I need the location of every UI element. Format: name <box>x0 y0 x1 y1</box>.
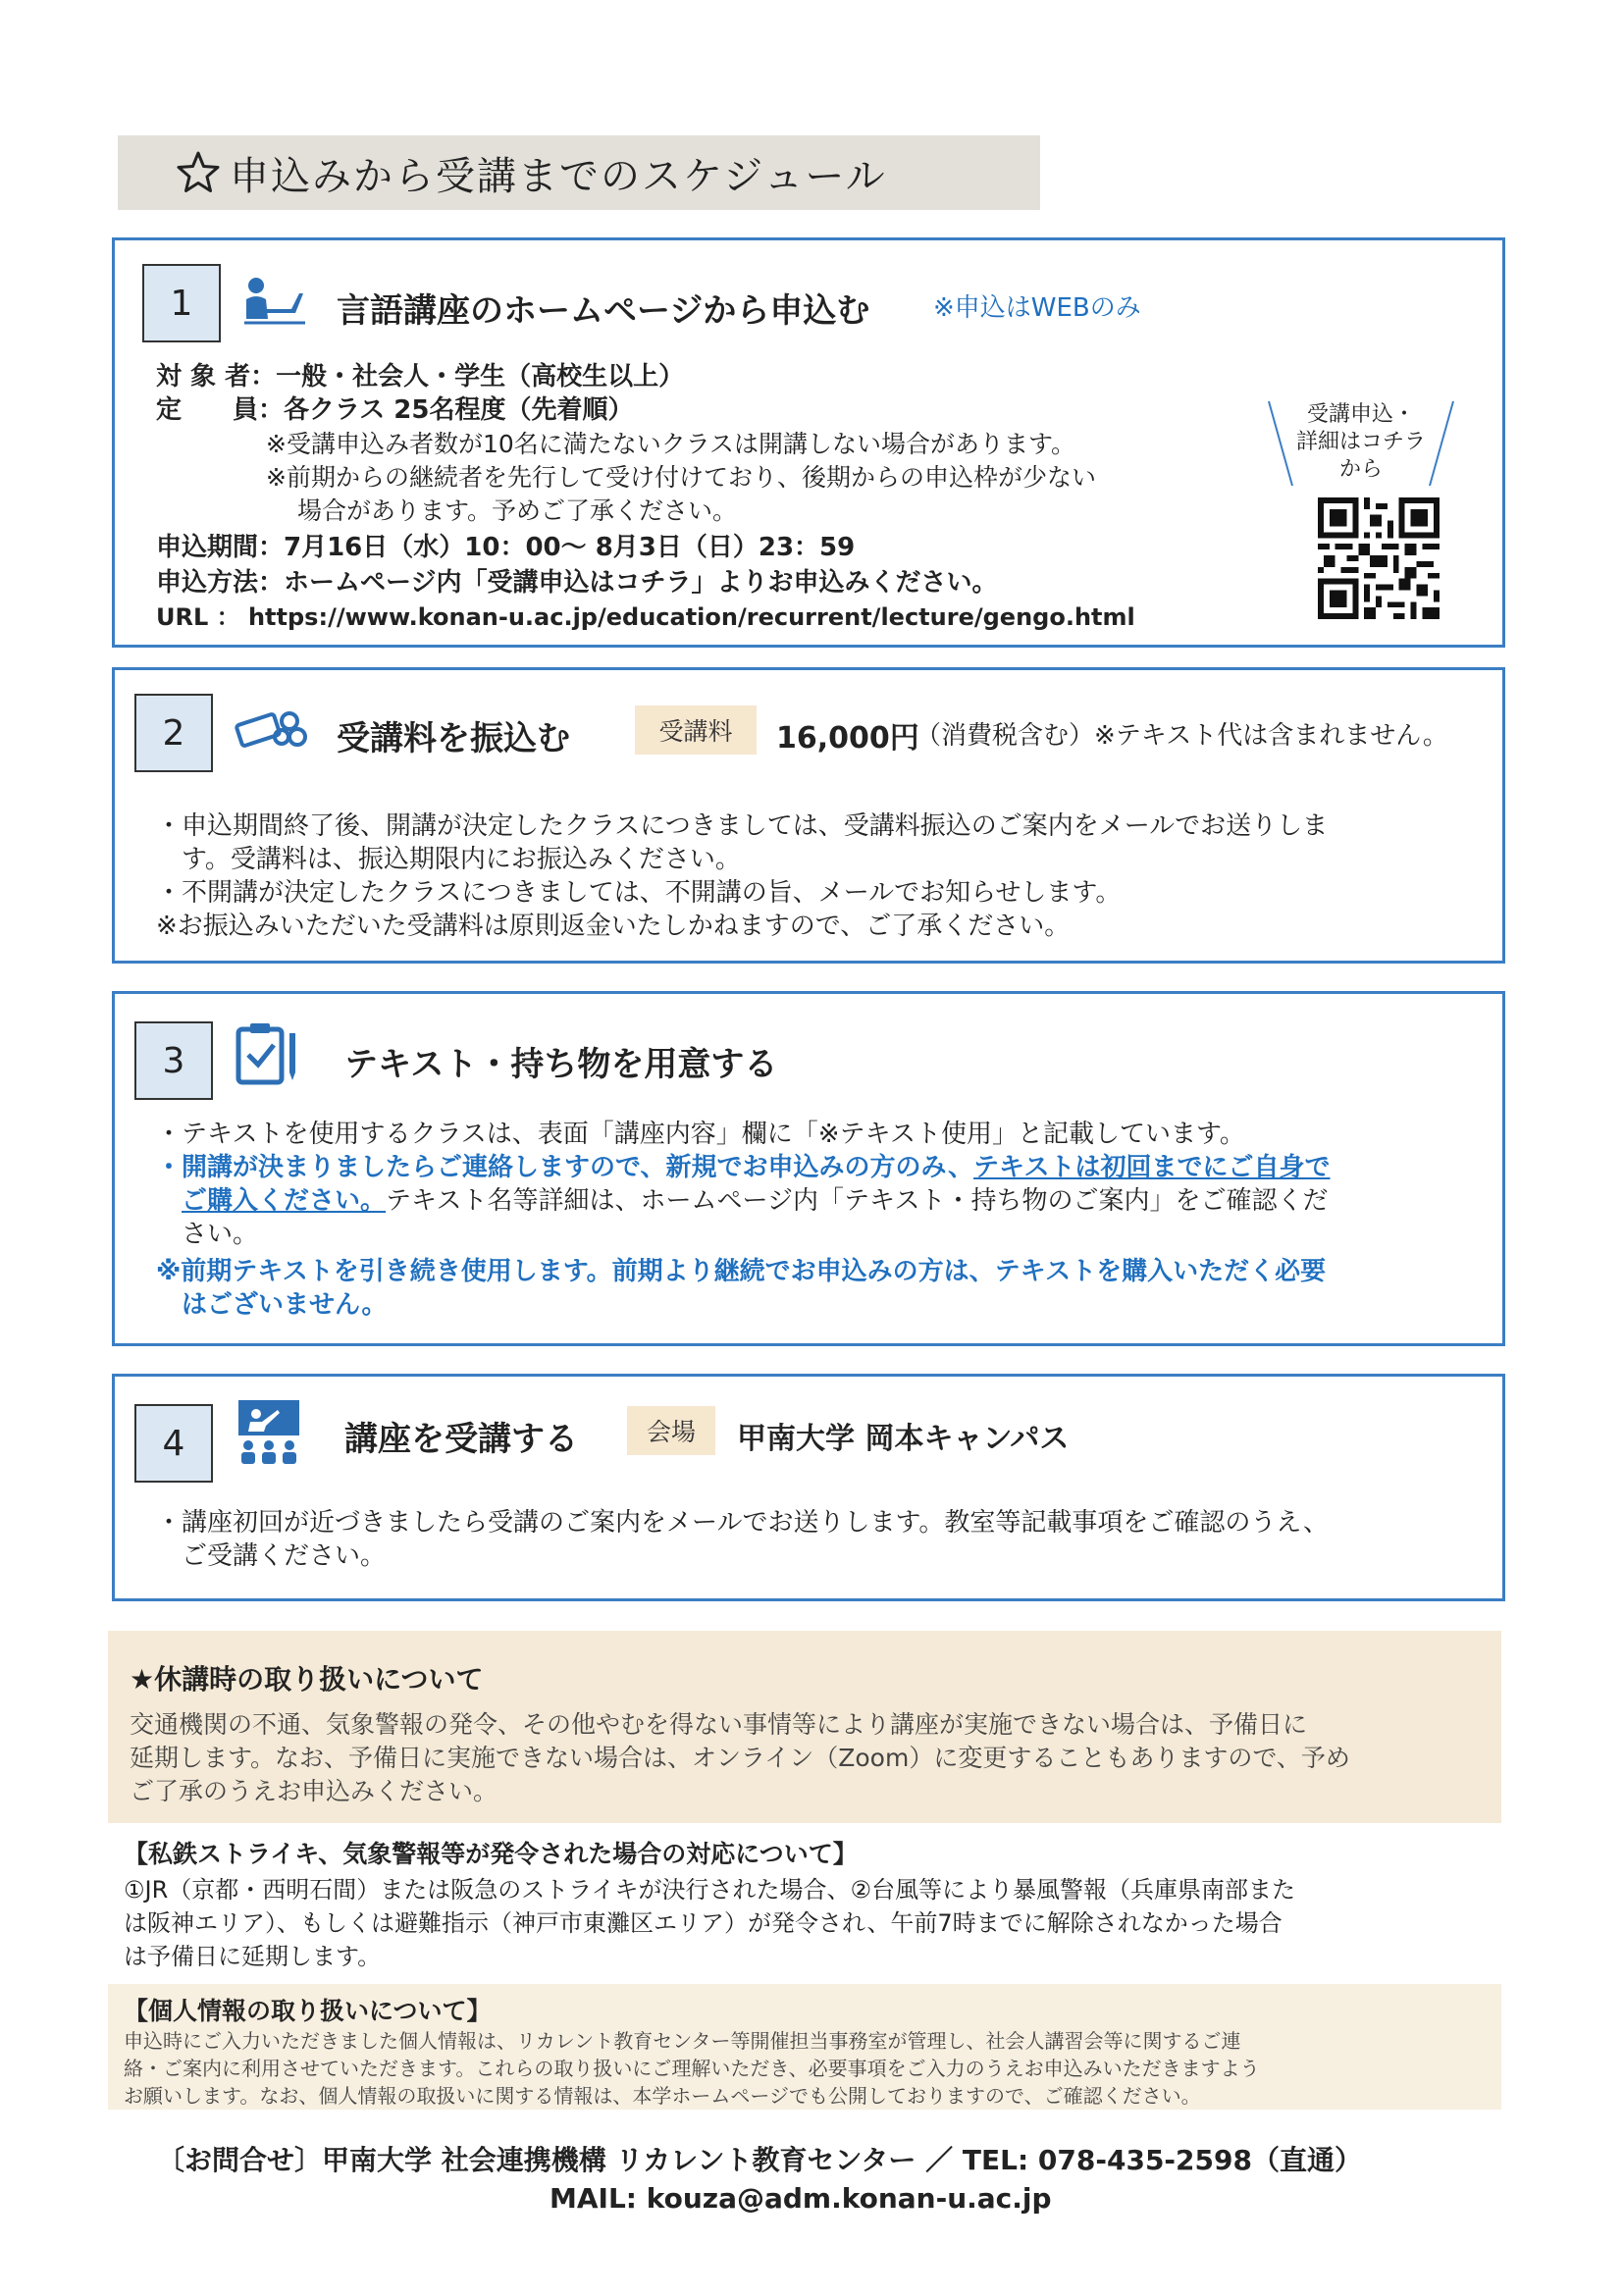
step-heading: 言語講座のホームページから申込む <box>337 291 870 331</box>
classroom-lecture-icon <box>236 1396 305 1469</box>
strike-notice <box>108 1835 1501 1972</box>
bullet-line: す。受講料は、振込期限内にお振込みください。 <box>182 845 741 874</box>
continuing-note: はございません。 <box>182 1290 388 1320</box>
web-only-note: ※申込はWEBのみ <box>933 293 1141 323</box>
notice-line: お願いします。なお、個人情報の取扱いに関する情報は、本学ホームページでも公開しておりますので、ご確認ください。 <box>124 2084 1201 2108</box>
method-line: 申込方法：ホームページ内「受講申込はコチラ」よりお申込みください。 <box>156 568 998 598</box>
step-heading: 講座を受講する <box>344 1420 578 1459</box>
fee-amount: 16,000円 <box>776 721 919 756</box>
notice-line: は予備日に延期します。 <box>124 1943 382 1970</box>
step-number: 3 <box>134 1021 213 1100</box>
notice-line: 絡・ご案内に利用させていただきます。これらの取り扱いにご理解いただき、必要事項をご入力のうえお申込みいただきますよう <box>124 2057 1260 2080</box>
bullet-line: ・講座初回が近づきましたら受講のご案内をメールでお送りします。教室等記載事項をご確認のうえ、 <box>156 1508 1329 1538</box>
notice-title: 【私鉄ストライキ、気象警報等が発令された場合の対応について】 <box>124 1840 858 1868</box>
emphasis-underline: テキストは初回までにご自身で <box>973 1153 1331 1182</box>
page-title: 申込みから受講までのスケジュール <box>230 153 887 199</box>
bullet-line: ご受講ください。 <box>182 1541 387 1571</box>
notice-line: 申込時にご入力いただきました個人情報は、リカレント教育センター等開催担当事務室が管理し、社会人講習会等に関するご連 <box>124 2029 1241 2053</box>
detail-text: テキスト名等詳細は、ホームページ内「テキスト・持ち物のご案内」をご確認くだ <box>386 1186 1329 1216</box>
bullet-line: ・テキストを使用するクラスは、表面「講座内容」欄に「※テキスト使用」と記載しています。 <box>156 1120 1245 1149</box>
step-3-box <box>112 991 1505 1346</box>
notice-line: 延期します。なお、予備日に実施できない場合は、オンライン（Zoom）に変更することもありますので、予め <box>130 1744 1350 1772</box>
url-link[interactable]: URL ： https://www.konan-u.ac.jp/education/recurrent/lecture/gengo.html <box>156 603 1135 631</box>
notice-line: は阪神エリア）、もしくは避難指示（神戸市東灘区エリア）が発令され、午前7時までに解除されなかった場合 <box>124 1909 1283 1937</box>
bullet-line: ※お振込みいただいた受講料は原則返金いたしかねますので、ご了承ください。 <box>156 912 1071 941</box>
notice-line: ご了承のうえお申込みください。 <box>130 1777 498 1805</box>
money-transfer-icon <box>233 705 311 755</box>
step-4-box <box>112 1374 1505 1601</box>
capacity-line: 定 員：各クラス 25名程度（先着順） <box>156 395 634 425</box>
notice-line: 交通機関の不通、気象警報の発令、その他やむを得ない事情等により講座が実施できない場合は、予備日に <box>130 1710 1308 1739</box>
emphasis-text: ・開講が決まりましたらご連絡しますので、新規でお申込みの方のみ、 <box>156 1153 974 1182</box>
venue-name: 甲南大学 岡本キャンパス <box>737 1422 1070 1456</box>
fee-tag: 受講料 <box>635 705 757 755</box>
fee-note: （消費税含む）※テキスト代は含まれません。 <box>916 721 1448 751</box>
step-number: 2 <box>134 694 213 772</box>
target-line: 対 象 者：一般・社会人・学生（高校生以上） <box>156 362 685 391</box>
qr-code[interactable] <box>1318 497 1440 619</box>
notice-title: ★休講時の取り扱いについて <box>130 1663 484 1696</box>
bullet-line-emphasis <box>156 1147 1331 1183</box>
note-line: ※受講申込み者数が10名に満たないクラスは開講しない場合があります。 <box>266 430 1076 458</box>
step-2-box <box>112 667 1505 964</box>
step-1-box <box>112 237 1505 648</box>
person-computer-icon <box>242 274 311 333</box>
step-number: 1 <box>142 264 221 342</box>
bullet-line: ・申込期間終了後、開講が決定したクラスにつきましては、受講料振込のご案内をメールでお送りしま <box>156 811 1329 841</box>
note-line: ※前期からの継続者を先行して受け付けており、後期からの申込枠が少ない <box>266 463 1096 492</box>
contact-phone: 〔お問合せ〕甲南大学 社会連携機構 リカレント教育センター ／ TEL: 078-435-2598（直通） <box>157 2144 1362 2176</box>
qr-caption: から <box>1338 457 1383 482</box>
schedule-title-bar <box>118 135 1040 210</box>
step-heading: テキスト・持ち物を用意する <box>344 1045 778 1084</box>
privacy-notice <box>108 1984 1501 2110</box>
bullet-line: ・不開講が決定したクラスにつきましては、不開講の旨、メールでお知らせします。 <box>156 878 1122 908</box>
step-number: 4 <box>134 1404 213 1483</box>
cancellation-notice <box>108 1631 1501 1823</box>
note-line: 場合があります。予めご了承ください。 <box>297 496 738 525</box>
star-outline-icon <box>175 149 222 196</box>
emphasis-underline: ご購入ください。 <box>182 1186 387 1216</box>
contact-email[interactable]: MAIL: kouza@adm.konan-u.ac.jp <box>550 2182 1052 2215</box>
notice-title: 【個人情報の取り扱いについて】 <box>124 1997 492 2025</box>
bullet-line: さい。 <box>182 1220 259 1249</box>
bullet-line-emphasis <box>182 1180 1328 1217</box>
venue-tag: 会場 <box>627 1406 715 1455</box>
qr-caption: 受講申込・ <box>1306 402 1415 427</box>
notice-line: ①JR（京都・西明石間）または阪急のストライキが決行された場合、②台風等により暴風警報（兵庫県南部また <box>124 1876 1296 1904</box>
clipboard-check-icon <box>233 1019 301 1088</box>
step-heading: 受講料を振込む <box>337 719 570 758</box>
period-line: 申込期間：7月16日（水）10：00～ 8月3日（日）23：59 <box>156 533 856 562</box>
qr-caption: 詳細はコチラ <box>1295 430 1426 454</box>
continuing-note: ※前期テキストを引き続き使用します。前期より継続でお申込みの方は、テキストを購入いただく必要 <box>156 1257 1327 1286</box>
